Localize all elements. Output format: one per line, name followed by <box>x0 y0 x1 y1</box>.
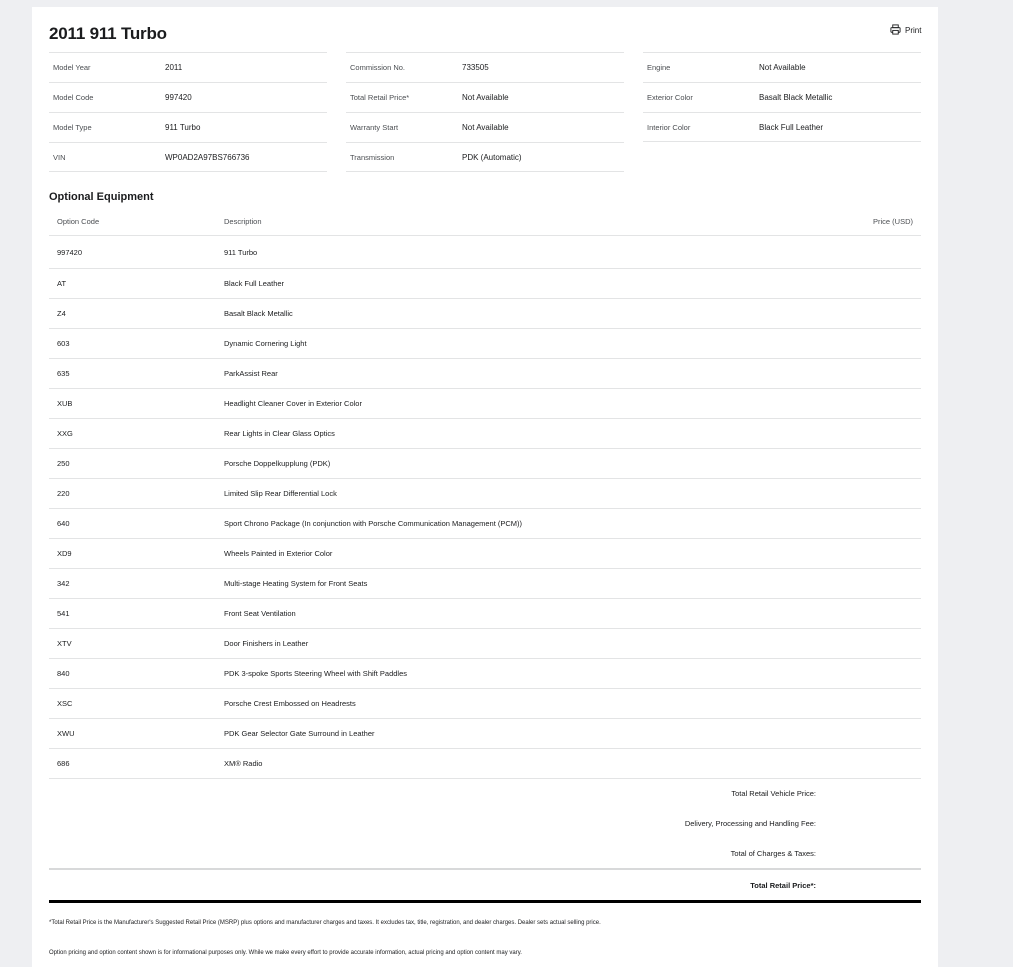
option-code: 997420 <box>57 247 83 257</box>
table-row <box>49 689 921 719</box>
spec-row <box>643 82 921 112</box>
table-row <box>49 419 921 449</box>
option-code: 250 <box>57 459 70 468</box>
option-code: 603 <box>57 339 70 348</box>
spec-label: Commission No. <box>350 63 406 72</box>
optional-equipment-title: Optional Equipment <box>49 191 154 203</box>
option-code: 686 <box>57 759 70 768</box>
column-header-code: Option Code <box>57 216 100 226</box>
table-row <box>49 629 921 659</box>
spec-value: Not Available <box>462 123 509 132</box>
spec-row <box>49 52 327 82</box>
spec-label: Model Code <box>53 93 94 102</box>
table-row <box>49 236 921 269</box>
spec-label: Warranty Start <box>350 123 399 132</box>
spec-row <box>346 142 624 172</box>
option-code: 840 <box>57 669 70 678</box>
option-description: Rear Lights in Clear Glass Optics <box>224 429 335 438</box>
vehicle-details-card <box>32 7 938 967</box>
option-description: Door Finishers in Leather <box>224 639 309 648</box>
spec-label: Transmission <box>350 152 395 162</box>
spec-value: 2011 <box>165 63 183 72</box>
spec-label: Interior Color <box>647 122 691 132</box>
charges-taxes: Total of Charges & Taxes: <box>730 848 816 858</box>
option-description: XM® Radio <box>224 759 263 768</box>
spec-row <box>643 52 921 82</box>
option-description: ParkAssist Rear <box>224 369 278 378</box>
spec-value: 911 Turbo <box>165 123 201 132</box>
spec-value: PDK (Automatic) <box>462 152 522 162</box>
option-description: Porsche Crest Embossed on Headrests <box>224 699 356 708</box>
spec-value: Black Full Leather <box>759 122 824 132</box>
spec-label: VIN <box>53 152 66 162</box>
option-code: XTV <box>57 639 72 648</box>
option-code: 635 <box>57 369 70 378</box>
table-row <box>49 659 921 689</box>
spec-label: Exterior Color <box>647 93 693 102</box>
footnote-disclaimer: Option pricing and option content shown is for informational purposes only. While we make every effort to provide accurate information, actual pricing and option content may vary. <box>49 950 522 956</box>
spec-label: Total Retail Price* <box>350 93 410 102</box>
options-table-header <box>49 207 921 236</box>
table-row <box>49 509 921 539</box>
table-row <box>49 539 921 569</box>
page-title: 2011 911 Turbo <box>49 24 167 43</box>
option-description: PDK Gear Selector Gate Surround in Leather <box>224 729 375 738</box>
spec-row <box>346 52 624 82</box>
specs-column-3 <box>643 52 921 142</box>
spec-row <box>643 112 921 142</box>
spec-value: Not Available <box>462 93 509 102</box>
option-code: XWU <box>57 729 75 738</box>
print-label: Print <box>905 26 922 35</box>
specs-column-2 <box>346 52 624 172</box>
table-row <box>49 329 921 359</box>
option-description: Sport Chrono Package (In conjunction with Porsche Communication Management (PCM)) <box>224 519 523 528</box>
table-row <box>49 749 921 779</box>
option-description: Multi-stage Heating System for Front Seats <box>224 579 368 588</box>
total-retail-price: Total Retail Price*: <box>49 868 921 900</box>
spec-value: Not Available <box>759 63 806 72</box>
total-vehicle-price: Total Retail Vehicle Price: <box>731 788 816 798</box>
spec-label: Model Year <box>53 63 91 72</box>
option-description: Black Full Leather <box>224 279 285 288</box>
option-code: 220 <box>57 489 70 498</box>
delivery-fee: Delivery, Processing and Handling Fee: <box>684 818 816 828</box>
table-row <box>49 449 921 479</box>
option-description: Wheels Painted in Exterior Color <box>224 549 333 558</box>
table-row <box>49 389 921 419</box>
table-row <box>49 479 921 509</box>
option-description: PDK 3-spoke Sports Steering Wheel with Shift Paddles <box>224 669 408 678</box>
spec-value: 733505 <box>462 63 489 72</box>
table-row <box>49 299 921 329</box>
spec-row <box>49 82 327 112</box>
printer-icon <box>890 24 901 37</box>
option-code: XXG <box>57 429 73 438</box>
spec-row <box>346 82 624 112</box>
option-code: Z4 <box>57 309 66 318</box>
column-header-description: Description <box>224 216 262 226</box>
options-table <box>49 207 921 779</box>
option-code: AT <box>57 279 67 288</box>
option-code: XSC <box>57 699 73 708</box>
option-code: XUB <box>57 399 73 408</box>
table-row <box>49 599 921 629</box>
option-code: XD9 <box>57 549 72 558</box>
totals-section <box>49 778 921 903</box>
specs-column-1 <box>49 52 327 172</box>
table-row <box>49 359 921 389</box>
options-table-body <box>49 236 921 779</box>
spec-row <box>346 112 624 142</box>
spec-label: Engine <box>647 63 671 72</box>
print-button[interactable] <box>890 24 921 37</box>
spec-label: Model Type <box>53 123 92 132</box>
spec-row <box>49 142 327 172</box>
spec-value: 997420 <box>165 93 192 102</box>
table-row <box>49 719 921 749</box>
table-row <box>49 269 921 299</box>
option-code: 640 <box>57 519 70 528</box>
spec-value: Basalt Black Metallic <box>759 93 833 102</box>
option-description: 911 Turbo <box>224 247 258 257</box>
option-description: Porsche Doppelkupplung (PDK) <box>224 459 331 468</box>
option-code: 541 <box>57 609 70 618</box>
option-description: Front Seat Ventilation <box>224 609 296 618</box>
footnote-msrp: *Total Retail Price is the Manufacturer's Suggested Retail Price (MSRP) plus options and manufacturer charges and taxes. It excludes tax, title, registration, and dealer charges. Dealer sets actual selling price. <box>49 920 601 926</box>
option-code: 342 <box>57 579 70 588</box>
option-description: Limited Slip Rear Differential Lock <box>224 489 337 498</box>
option-description: Dynamic Cornering Light <box>224 339 307 348</box>
spec-row <box>49 112 327 142</box>
table-row <box>49 569 921 599</box>
spec-value: WP0AD2A97BS766736 <box>165 152 250 162</box>
totals-divider <box>49 900 921 903</box>
option-description: Basalt Black Metallic <box>224 309 293 318</box>
column-header-price: Price (USD) <box>872 216 913 226</box>
option-description: Headlight Cleaner Cover in Exterior Color <box>224 399 362 408</box>
